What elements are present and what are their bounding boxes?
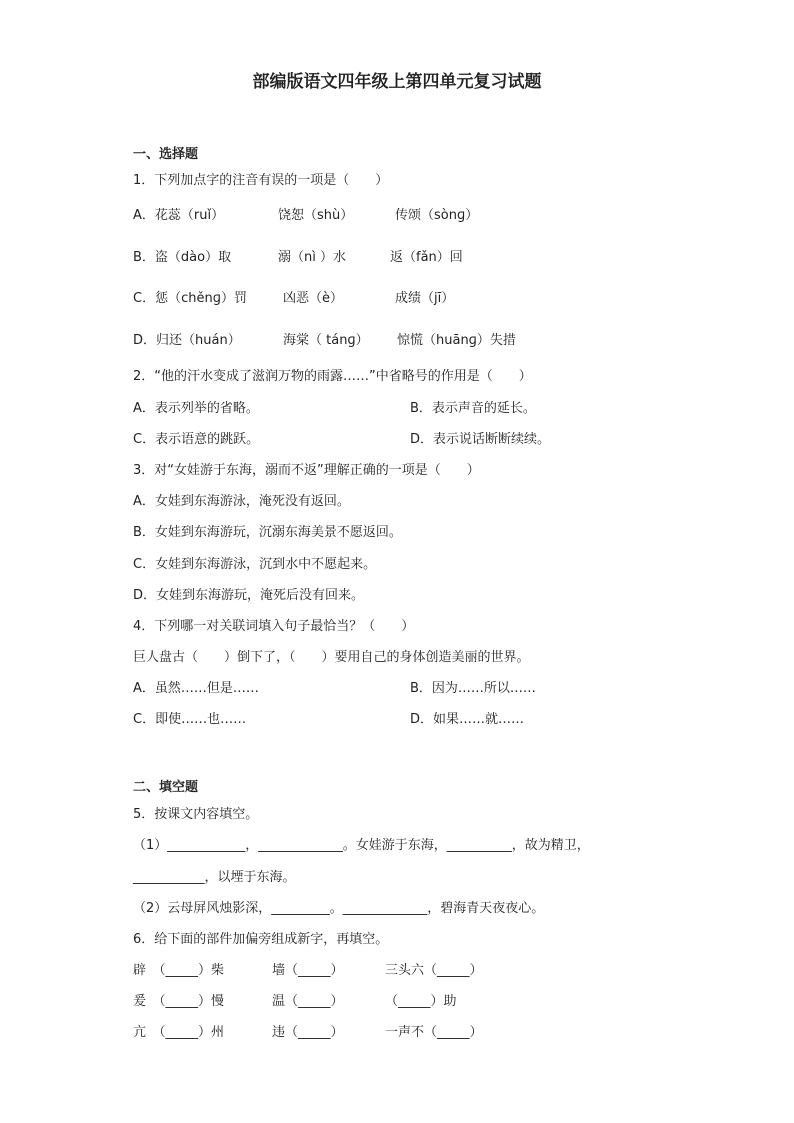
q3-option-a: A．女娃到东海游泳，淹死没有返回。	[133, 494, 350, 509]
q1-option-d-3: 惊慌（huānɡ）失措	[397, 333, 516, 348]
q3-option-b: B．女娃到东海游玩，沉溺东海美景不愿返回。	[133, 525, 402, 540]
q3-option-d: D．女娃到东海游玩，淹死后没有回来。	[133, 588, 365, 603]
q4-option-b: B．因为……所以……	[410, 681, 536, 696]
question-2-stem: 2．“他的汗水变成了滋润万物的雨露……”中省略号的作用是（ ）	[133, 369, 532, 384]
q1-option-a-3: 传颂（sònɡ）	[395, 208, 479, 223]
q1-option-a-2: 饶恕（shù）	[278, 208, 354, 223]
question-3-stem: 3．对“女娃游于东海，溺而不返”理解正确的一项是（ ）	[133, 463, 480, 478]
q3-option-c: C．女娃到东海游泳，沉到水中不愿起来。	[133, 557, 377, 572]
page-title: 部编版语文四年级上第四单元复习试题	[252, 72, 542, 92]
q6-row-2-col-3: （_____）助	[385, 994, 457, 1009]
q5-line-3: （2）云母屏风烛影深，_________。_____________，碧海青天夜夜心。	[133, 901, 545, 916]
section-heading-fill: 二、填空题	[133, 780, 199, 795]
q1-option-b-2: 溺（nì ）水	[278, 250, 346, 265]
q1-option-c: C．惩（chěnɡ）罚	[133, 291, 247, 306]
q6-row-1-col-3: 三头六（_____）	[385, 963, 483, 978]
q6-row-3-col-3: 一声不（_____）	[385, 1025, 483, 1040]
q1-option-b-3: 返（fǎn）回	[390, 250, 463, 265]
q2-option-b: B．表示声音的延长。	[410, 401, 536, 416]
q5-line-1: （1）____________，_____________。女娃游于东海，__________，故为精卫，	[133, 838, 590, 853]
q6-row-1-col-1: 辟 （_____）柴	[133, 963, 225, 978]
q2-option-a: A．表示列举的省略。	[133, 401, 259, 416]
q2-option-d: D．表示说话断断续续。	[410, 432, 551, 447]
q2-option-c: C．表示语意的跳跃。	[133, 432, 260, 447]
q1-option-c-3: 成绩（jī）	[395, 291, 455, 306]
q6-row-2-col-1: 爰 （_____）慢	[133, 994, 225, 1009]
question-5-stem: 5．按课文内容填空。	[133, 807, 259, 822]
section-heading-choice: 一、选择题	[133, 147, 199, 162]
q1-option-b: B．盗（dào）取	[133, 250, 232, 265]
q1-option-c-2: 凶恶（è）	[283, 291, 343, 306]
question-4-stem: 4．下列哪一对关联词填入句子最恰当？（ ）	[133, 619, 415, 634]
q1-option-d: D．归还（huán）	[133, 333, 241, 348]
q6-row-3-col-2: 违（_____）	[272, 1025, 344, 1040]
q6-row-3-col-1: 亢 （_____）州	[133, 1025, 225, 1040]
q1-option-a: A．花蕊（ruǐ）	[133, 208, 225, 223]
q1-option-d-2: 海棠（ tánɡ）	[283, 333, 369, 348]
q4-option-d: D．如果……就……	[410, 712, 525, 727]
q4-option-a: A．虽然……但是……	[133, 681, 259, 696]
q4-option-c: C．即使……也……	[133, 712, 247, 727]
q5-line-2: ___________，以堙于东海。	[133, 870, 296, 885]
q6-row-2-col-2: 温（_____）	[272, 994, 344, 1009]
q4-sentence: 巨人盘古（ ）倒下了，（ ）要用自己的身体创造美丽的世界。	[133, 650, 530, 665]
q6-row-1-col-2: 墙（_____）	[272, 963, 344, 978]
question-6-stem: 6．给下面的部件加偏旁组成新字，再填空。	[133, 932, 389, 947]
question-1-stem: 1．下列加点字的注音有误的一项是（ ）	[133, 173, 389, 188]
